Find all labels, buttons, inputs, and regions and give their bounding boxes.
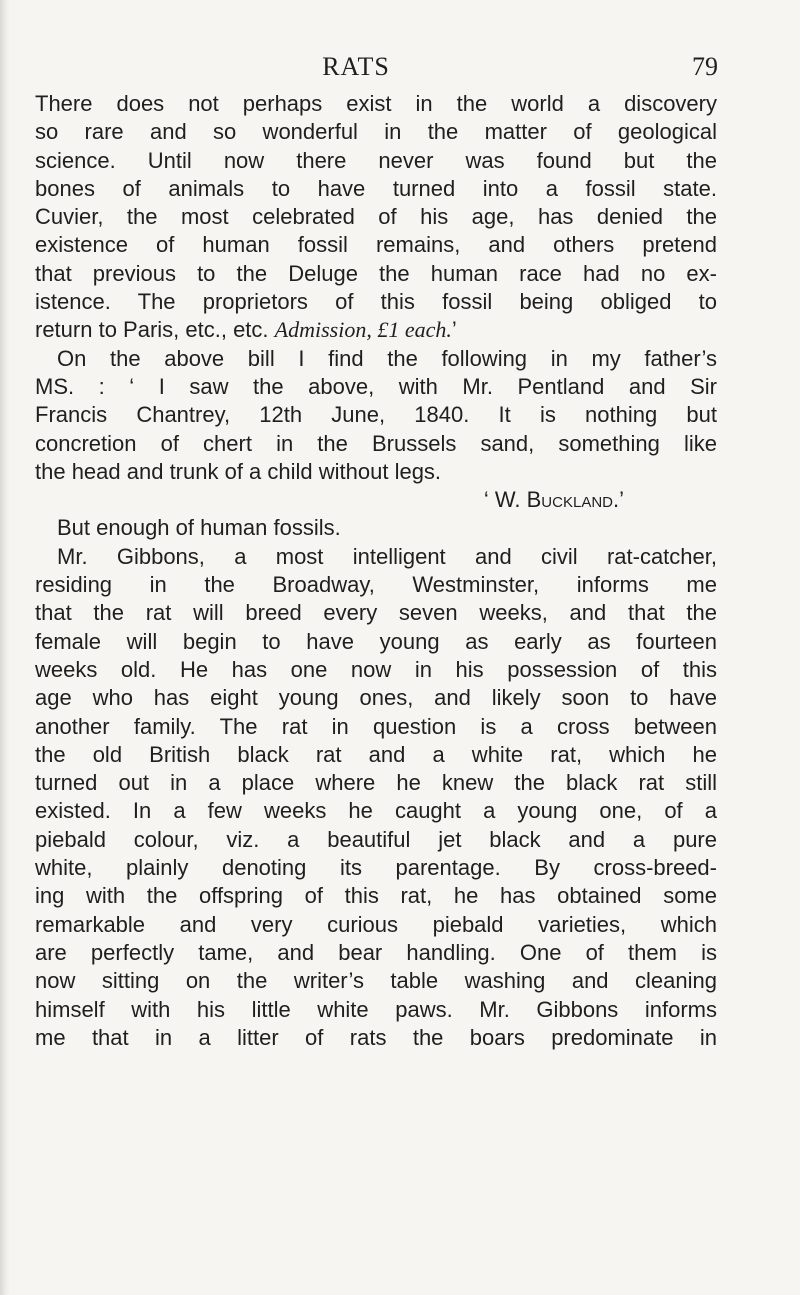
text-line: that the rat will breed every seven weeks, and that the: [35, 600, 717, 626]
text-line: the head and trunk of a child without legs.: [35, 458, 442, 484]
text-line: that previous to the Deluge the human race had no ex-: [35, 260, 717, 286]
text-line: Francis Chantrey, 12th June, 1840. It is nothing but: [35, 402, 717, 428]
text-line: science. Until now there never was found but the: [35, 147, 717, 173]
text-line: so rare and so wonderful in the matter of geological: [35, 119, 717, 145]
text-line: concretion of chert in the Brussels sand, something like: [35, 430, 717, 456]
text-line: now sitting on the writer’s table washing and cleaning: [35, 968, 717, 994]
page-header: [286, 52, 718, 92]
page-number: 79: [692, 52, 718, 81]
text-line: the old British black rat and a white rat, which he: [35, 741, 717, 767]
text-line: Cuvier, the most celebrated of his age, has denied the: [35, 204, 717, 230]
text-line: existence of human fossil remains, and others pretend: [35, 232, 717, 258]
text-fragment: return to Paris, etc., etc.: [35, 317, 275, 343]
text-line: himself with his little white paws. Mr. Gibbons informs: [35, 996, 717, 1022]
text-line: another family. The rat in question is a cross between: [35, 713, 717, 739]
text-line: are perfectly tame, and bear handling. One of them is: [35, 939, 717, 965]
italic-admission-text: Admission, £1 each.: [274, 317, 452, 343]
text-line: female will begin to have young as early as fourteen: [35, 628, 717, 654]
text-line: piebald colour, viz. a beautiful jet black and a pure: [35, 826, 717, 852]
text-line: [35, 316, 717, 344]
text-line: turned out in a place where he knew the black rat still: [35, 770, 717, 796]
text-line: On the above bill I find the following in my father’s: [57, 345, 717, 371]
text-line: bones of animals to have turned into a fossil state.: [35, 175, 717, 201]
text-line: But enough of human fossils.: [57, 515, 341, 541]
page-gutter-shadow: [0, 0, 10, 1295]
text-line: MS. : ‘ I saw the above, with Mr. Pentland and Sir: [35, 373, 717, 399]
text-line: age who has eight young ones, and likely soon to have: [35, 685, 717, 711]
text-line: Mr. Gibbons, a most intelligent and civil rat-catcher,: [57, 543, 717, 569]
text-line: istence. The proprietors of this fossil being obliged to: [35, 289, 717, 315]
text-line: weeks old. He has one now in his possession of this: [35, 656, 717, 682]
body-text: [35, 90, 717, 1052]
text-line: residing in the Broadway, Westminster, informs me: [35, 572, 717, 598]
text-line: me that in a litter of rats the boars predominate in: [35, 1024, 717, 1050]
text-line: white, plainly denoting its parentage. By cross-breed-: [35, 855, 717, 881]
text-line: remarkable and very curious piebald varieties, which: [35, 911, 717, 937]
running-title: RATS: [322, 52, 390, 81]
text-line: existed. In a few weeks he caught a young one, of a: [35, 798, 717, 824]
text-line: ing with the offspring of this rat, he has obtained some: [35, 883, 717, 909]
closing-quote: ’: [451, 317, 457, 343]
text-line: There does not perhaps exist in the world a discovery: [35, 91, 717, 116]
signature-line: ‘ W. Buckland.’: [483, 487, 624, 513]
